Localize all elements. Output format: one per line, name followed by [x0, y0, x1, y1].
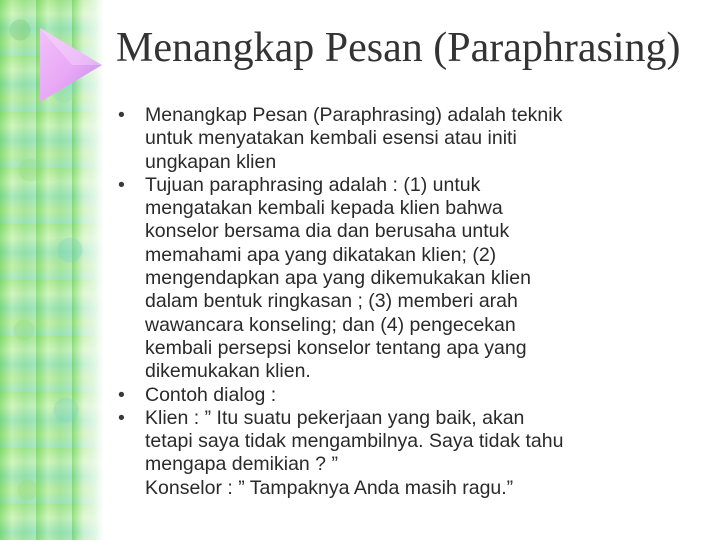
bullet-line: konselor bersama dia dan berusaha untuk [145, 220, 510, 243]
bullet-line: Konselor : ” Tampaknya Anda masih ragu.” [145, 476, 514, 499]
bullet-line: tetapi saya tidak mengambilnya. Saya tidak tahu [145, 430, 564, 453]
bullet-item-goals [118, 174, 708, 384]
bullet-line: mengendapkan apa yang dikemukakan klien [145, 267, 531, 290]
slide-title: Menangkap Pesan (Paraphrasing) [116, 25, 681, 71]
bullet-item-example-heading [118, 384, 708, 407]
bullet-dot: • [118, 173, 125, 196]
play-triangle-icon [36, 24, 106, 106]
bullet-line: ungkapan klien [145, 150, 277, 173]
bullet-line: mengatakan kembali kepada klien bahwa [145, 197, 503, 220]
bullet-line: Klien : ” Itu suatu pekerjaan yang baik, akan [145, 406, 525, 429]
bullet-line: Menangkap Pesan (Paraphrasing) adalah teknik [145, 104, 563, 126]
bullet-item-definition [118, 104, 708, 174]
bullet-line: dalam bentuk ringkasan ; (3) memberi arah [145, 290, 518, 313]
bullet-dot: • [118, 406, 125, 429]
bullet-list [118, 104, 708, 500]
bullet-item-dialog [118, 407, 708, 500]
bullet-line: Tujuan paraphrasing adalah : (1) untuk [145, 173, 481, 196]
bullet-line: mengapa demikian ? ” [145, 453, 338, 476]
bullet-dot: • [118, 104, 125, 126]
bullet-line: wawancara konseling; dan (4) pengecekan [145, 313, 516, 336]
bullet-line: Contoh dialog : [145, 383, 277, 406]
bullet-line: dikemukakan klien. [145, 360, 311, 383]
bullet-dot: • [118, 383, 125, 406]
bullet-line: untuk menyatakan kembali esensi atau initi [145, 127, 517, 150]
bullet-line: kembali persepsi konselor tentang apa yang [145, 336, 527, 359]
bullet-line: memahami apa yang dikatakan klien; (2) [145, 243, 497, 266]
